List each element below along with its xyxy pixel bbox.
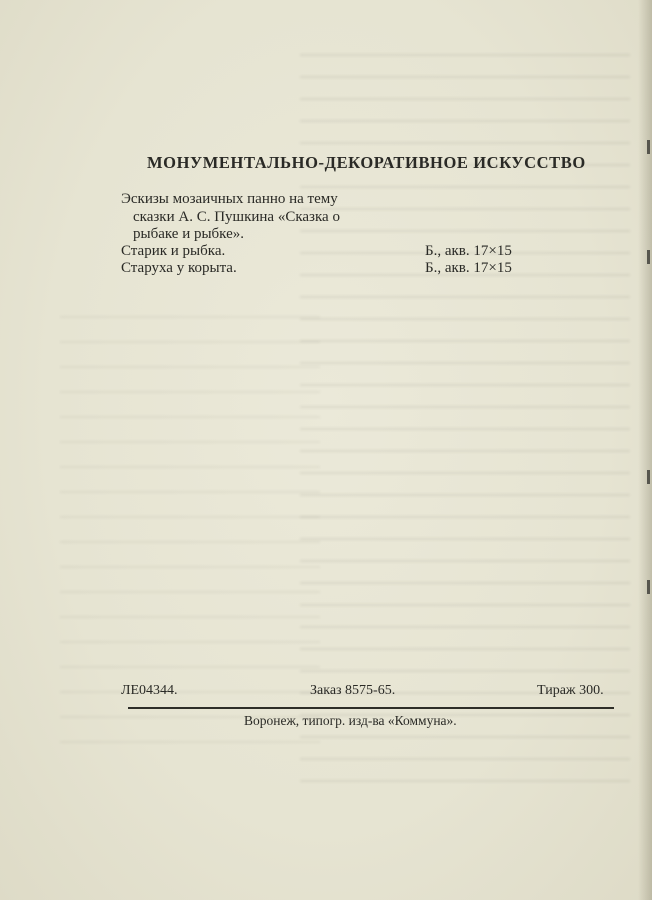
print-run: Тираж 300. <box>537 683 604 698</box>
work-title: Старик и рыбка. <box>121 243 226 259</box>
binding-mark <box>647 580 650 594</box>
order-number: Заказ 8575-65. <box>310 683 396 698</box>
intro-line-3: рыбаке и рыбке». <box>133 226 244 243</box>
license-number: ЛЕ04344. <box>121 683 178 698</box>
footer-rule <box>128 707 614 709</box>
page-edge-shadow <box>638 0 652 900</box>
reverse-side-bleed-left <box>60 300 320 760</box>
work-technique: Б., акв. 17×15 <box>425 243 512 259</box>
intro-line-1: Эскизы мозаичных панно на тему <box>121 191 338 207</box>
intro-entry <box>121 191 541 244</box>
intro-line-2: сказки А. С. Пушкина «Сказка о <box>133 208 340 225</box>
binding-mark <box>647 140 650 154</box>
binding-mark <box>647 470 650 484</box>
printer-imprint: Воронеж, типогр. изд-ва «Коммуна». <box>244 713 457 728</box>
binding-mark <box>647 250 650 264</box>
section-heading: МОНУМЕНТАЛЬНО-ДЕКОРАТИВНОЕ ИСКУССТВО <box>147 153 586 172</box>
work-title: Старуха у корыта. <box>121 260 237 276</box>
work-technique: Б., акв. 17×15 <box>425 260 512 276</box>
